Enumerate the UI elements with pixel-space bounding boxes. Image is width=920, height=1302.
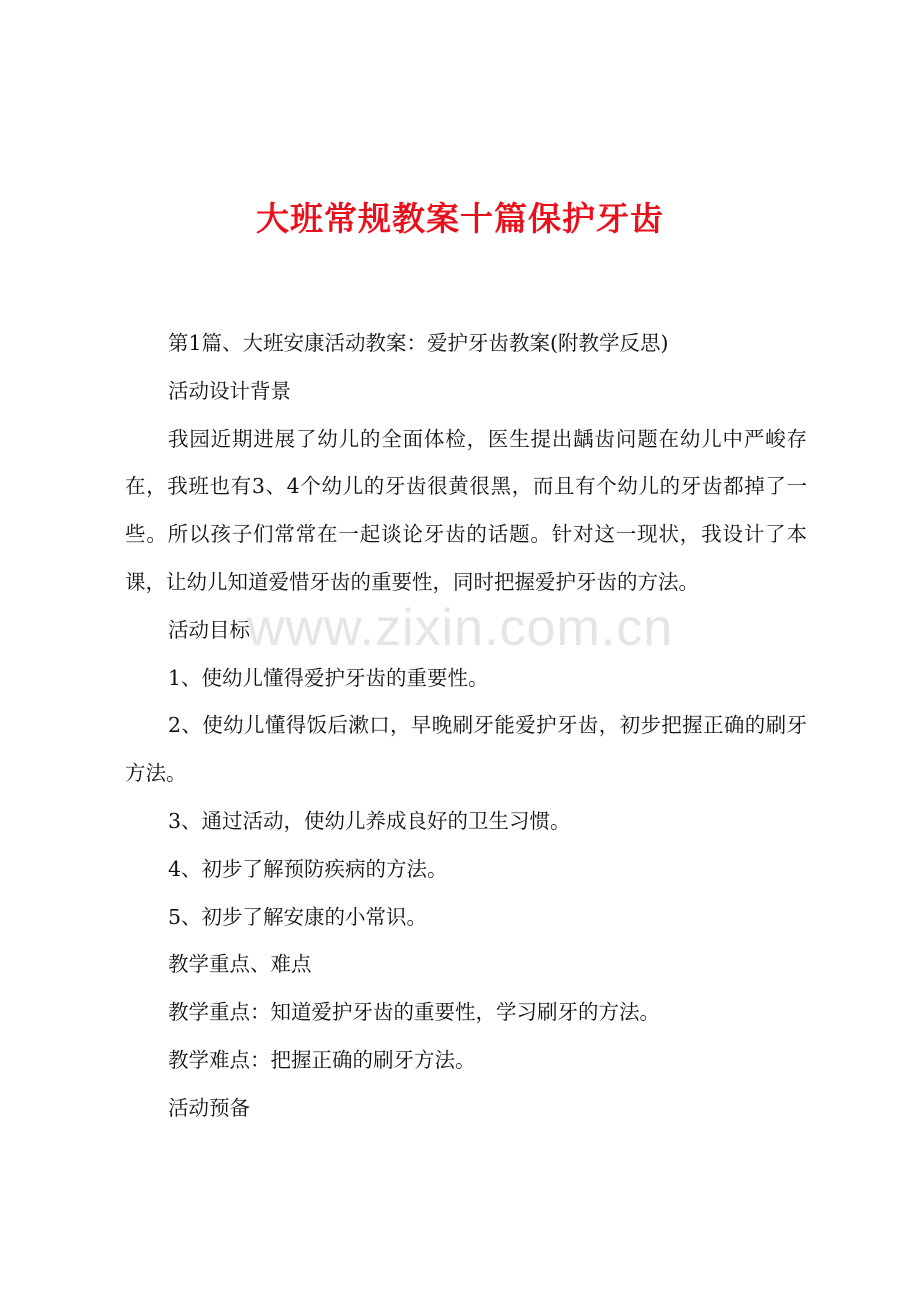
subheading: 活动设计背景: [168, 378, 291, 403]
document-title: 大班常规教案十篇保护牙齿: [256, 199, 664, 238]
document-body: [125, 320, 807, 1133]
watermark: www.zixin.com.cn: [246, 599, 674, 657]
paragraph: 教学重点：知道爱护牙齿的重要性，学习刷牙的方法。: [168, 1000, 660, 1025]
list-item: 1、使幼儿懂得爱护牙齿的重要性。: [168, 665, 489, 690]
paragraph: 教学难点：把握正确的刷牙方法。: [168, 1047, 476, 1072]
list-item: 5、初步了解安康的小常识。: [168, 904, 428, 929]
subheading: 活动预备: [168, 1095, 250, 1120]
paragraph: 我园近期进展了幼儿的全面体检，医生提出龋齿问题在幼儿中严峻存在，我班也有3、4个幼儿的牙齿很黄很黑，而且有个幼儿的牙齿都掉了一些。所以孩子们常常在一起谈论牙齿的话题。针对这一现状，我设计了本课，让幼儿知道爱惜牙齿的重要性，同时把握爱护牙齿的方法。: [125, 426, 807, 594]
subheading: 活动目标: [168, 617, 250, 642]
list-item: 3、通过活动，使幼儿养成良好的卫生习惯。: [168, 808, 571, 833]
list-item: 4、初步了解预防疾病的方法。: [168, 856, 448, 881]
section-heading: 第1篇、大班安康活动教案：爱护牙齿教案(附教学反思): [168, 331, 669, 355]
subheading: 教学重点、难点: [168, 952, 312, 977]
list-item: 2、使幼儿懂得饭后漱口，早晚刷牙能爱护牙齿，初步把握正确的刷牙方法。: [125, 713, 807, 786]
